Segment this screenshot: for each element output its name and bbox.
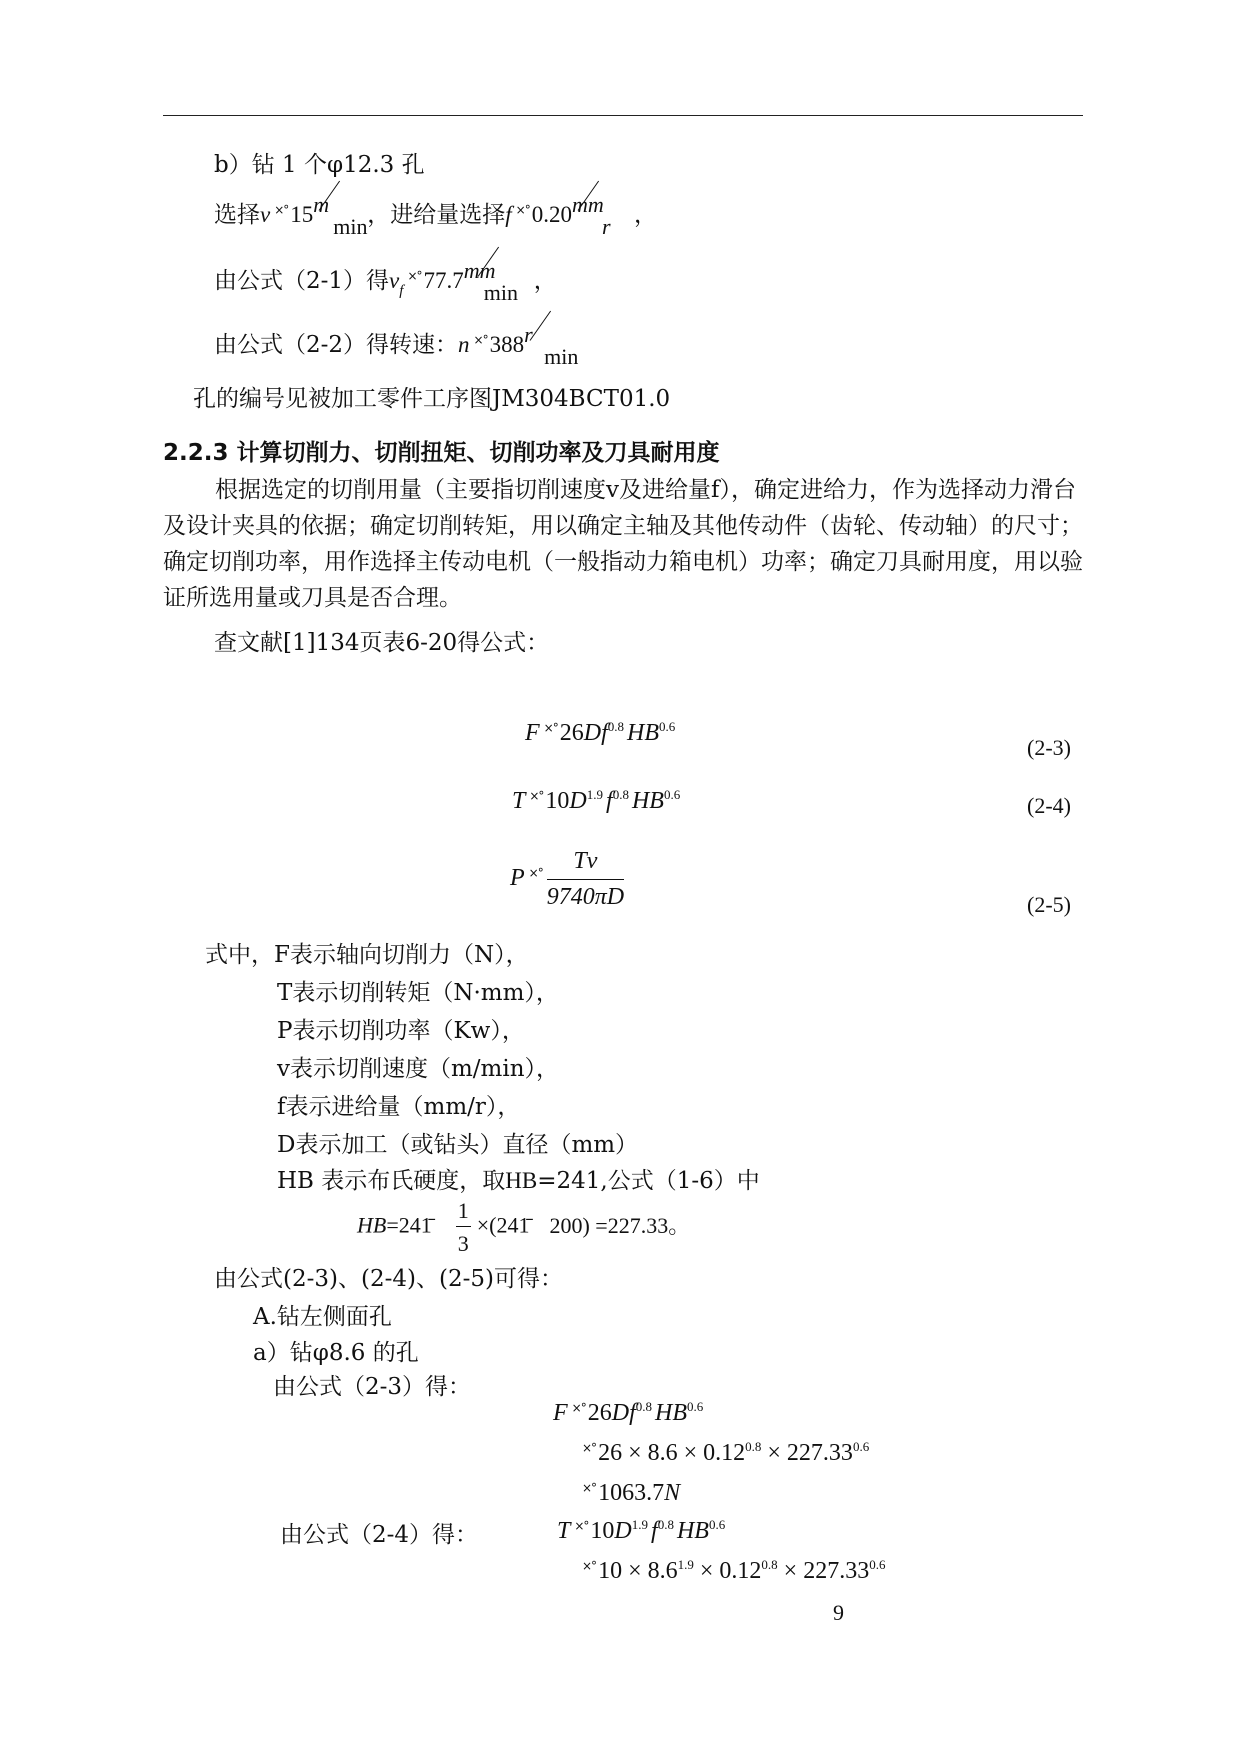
calc-f-substitution: $^{\times^\circ}26 \times 8.6 \times 0.12^{0.8} \times 227.33^{0.6}$ xyxy=(582,1439,870,1466)
derive-line: 由公式(2-3)、(2-4)、(2-5)可得： xyxy=(214,1266,563,1292)
header-rule xyxy=(163,115,1083,116)
calc-t-formula: T $^{\times^\circ}10D^{1.9}$ $f^{0.8}$ $HB^{0.6}$ xyxy=(557,1517,726,1544)
formula-2-4-number: (2-4) xyxy=(1027,793,1071,818)
section-heading: 2.2.3 计算切削力、切削扭矩、切削功率及刀具耐用度 xyxy=(163,440,720,466)
case-a-subheading: a）钻φ8.6 的孔 xyxy=(253,1340,419,1366)
hole-number-note: 孔的编号见被加工零件工序图JM304BCT01.0 xyxy=(193,386,671,412)
definition-item: v表示切削速度（m/min）， xyxy=(277,1056,560,1082)
page-number: 9 xyxy=(833,1600,844,1625)
definition-hb: HB 表示布氏硬度，取HB=241,公式（1-6）中 xyxy=(277,1168,760,1194)
calc-f-label: 由公式（2-3）得： xyxy=(273,1374,472,1400)
formula-2-3: F $^{\times^\circ}26Df^{0.8}$ $HB^{0.6}$ xyxy=(525,719,676,746)
definitions-intro: 式中，F表示轴向切削力（N）， xyxy=(205,942,529,968)
definition-item: P表示切削功率（Kw）， xyxy=(277,1018,525,1044)
rotation-speed-result: 由公式（2-2）得转速：n ×°388 r min xyxy=(214,326,578,366)
formula-2-5: P ×° $\frac{Tv}{9740\pi D}$ xyxy=(510,848,625,910)
formula-2-3-number: (2-3) xyxy=(1027,735,1071,760)
speed-feed-selection: 选择v ×°15 m min ，进给量选择f ×°0.20 mm r ， xyxy=(214,196,657,236)
definition-item: T表示切削转矩（N·mm）， xyxy=(277,980,559,1006)
feed-speed-result: 由公式（2-1）得$v_f^{\times^\circ}77.7$ mm min ， xyxy=(214,262,557,302)
hb-calculation: HB=241̄ $\frac{1}{3}$ ×(241̄ 200) =227.33。 xyxy=(357,1198,691,1256)
subsection-b-title: b）钻 1 个φ12.3 孔 xyxy=(214,152,425,178)
formula-2-4: T $^{\times^\circ}10D^{1.9}$ $f^{0.8}$ $HB^{0.6}$ xyxy=(512,787,681,814)
definition-item: f表示进给量（mm/r）， xyxy=(277,1094,521,1120)
calc-f-formula: F $^{\times^\circ}26Df^{0.8}$ $HB^{0.6}$ xyxy=(553,1399,704,1426)
reference-line: 查文献[1]134页表6-20得公式： xyxy=(214,630,550,656)
calc-f-result: ×°1063.7N xyxy=(582,1480,681,1506)
calc-t-label: 由公式（2-4）得： xyxy=(280,1522,479,1548)
definition-item: D表示加工（或钻头）直径（mm） xyxy=(277,1132,639,1158)
section-paragraph: 根据选定的切削用量（主要指切削速度v及进给量f），确定进给力，作为选择动力滑台及设计夹具的依据；确定切削转矩，用以确定主轴及其他传动件（齿轮、传动轴）的尺寸；确定切削功率，用作选择主传动电机（一般指动力箱电机）功率；确定刀具耐用度，用以验证所选用量或刀具是否合理。 xyxy=(163,477,1083,611)
calc-t-substitution: $^{\times^\circ}10 \times 8.6^{1.9} \times 0.12^{0.8} \times 227.33^{0.6}$ xyxy=(582,1557,886,1584)
case-a-heading: A.钻左侧面孔 xyxy=(253,1304,392,1330)
formula-2-5-number: (2-5) xyxy=(1027,892,1071,917)
